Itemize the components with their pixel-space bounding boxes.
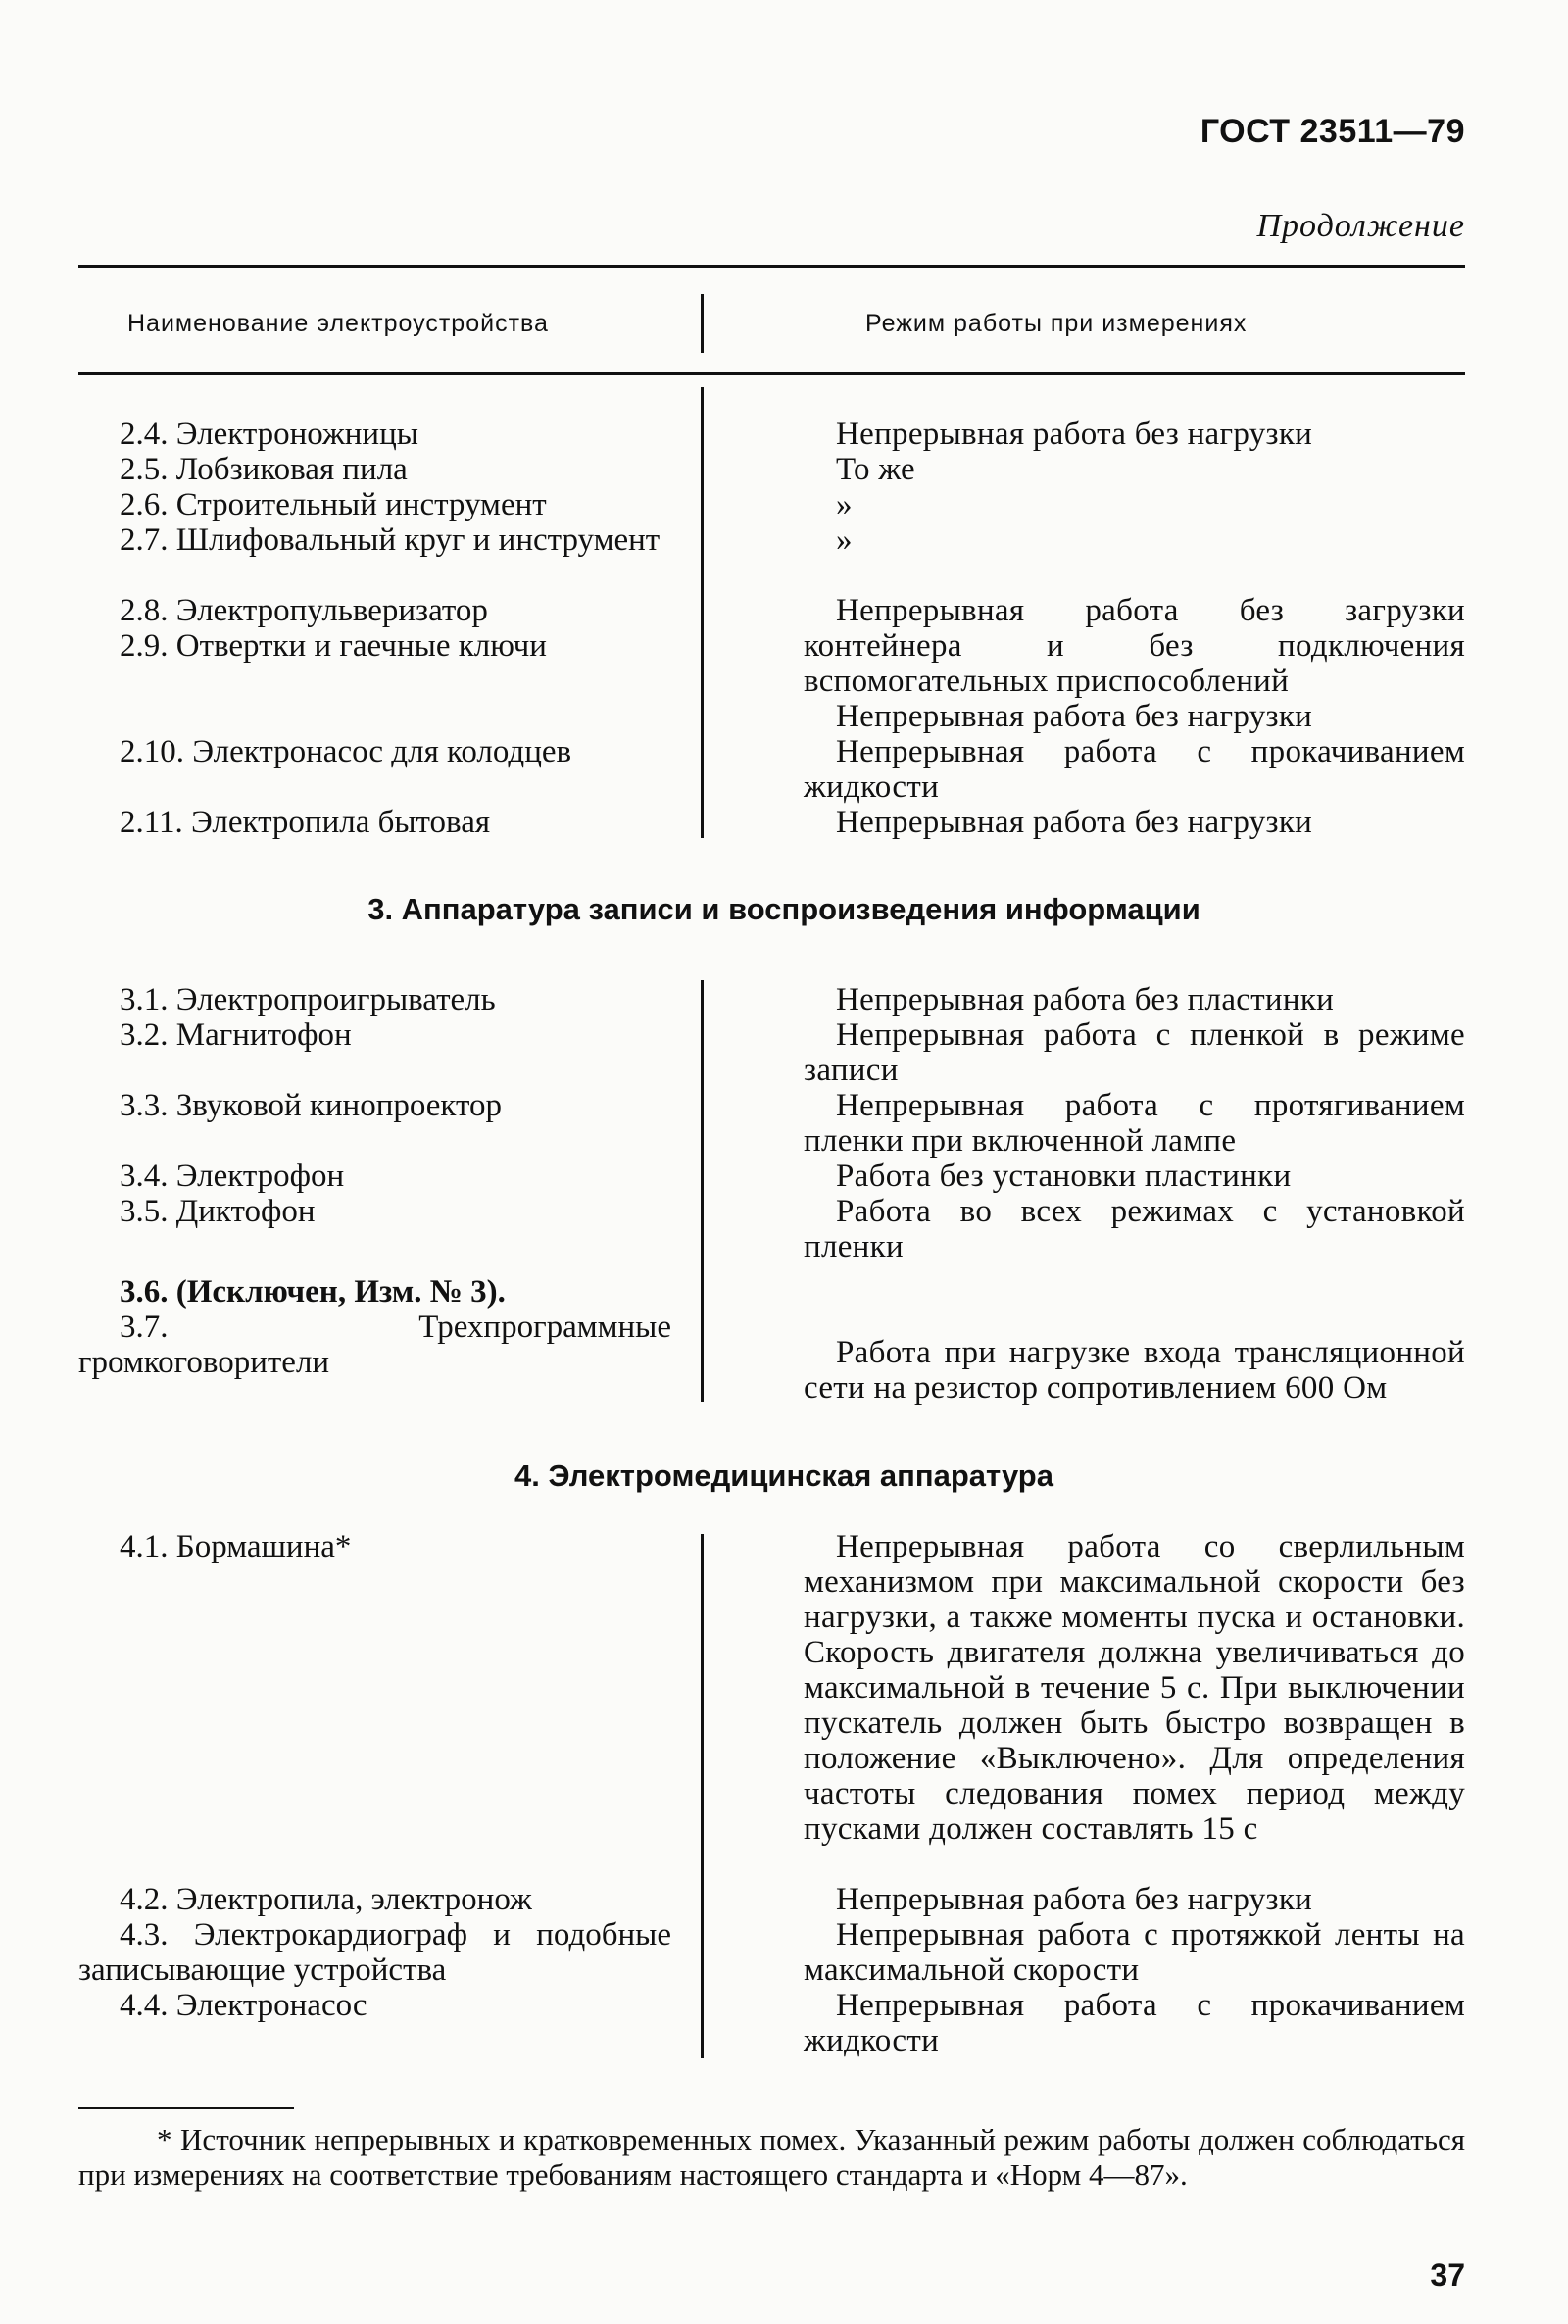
item-name: 4.4. Электронасос: [120, 1988, 368, 2023]
group2-table: [78, 417, 1465, 840]
footnote-text: * Источник непрерывных и кратковременных помех. Указанный режим работы должен соблюдаться при измерениях на соответствие требованиям настоящего стандарта и «Норм 4—87».: [78, 2122, 1465, 2192]
continuation-label: Продолжение: [1256, 208, 1465, 244]
table-row: [78, 1917, 1465, 1988]
page-number: 37: [1430, 2257, 1465, 2293]
table-row: [78, 734, 1465, 805]
item-mode: Непрерывная работа с протяжкой ленты на максимальной скорости: [804, 1917, 1465, 1988]
item-name: 3.3. Звуковой кинопроектор: [120, 1088, 503, 1123]
table-row: [78, 805, 1465, 840]
table-row: [78, 1529, 1465, 1882]
table-row: [78, 628, 1465, 734]
table-row: [78, 1159, 1465, 1194]
item-mode: Непрерывная работа с пленкой в режиме записи: [804, 1017, 1465, 1088]
section-4-title: 4. Электромедицинская аппаратура: [514, 1459, 1054, 1493]
item-name: 2.4. Электроножницы: [120, 417, 418, 452]
item-name: 2.5. Лобзиковая пила: [120, 452, 408, 487]
column-header-name: Наименование электроустройства: [127, 310, 549, 337]
item-name: 3.7. Трехпрограммные громкоговорители: [78, 1310, 671, 1380]
item-mode: »: [836, 522, 853, 558]
item-name: 4.3. Электрокардиограф и подобные записывающие устройства: [78, 1917, 671, 1988]
table-top-rule: [78, 265, 1465, 268]
item-mode: Работа во всех режимах с установкой пленки: [804, 1194, 1465, 1264]
item-mode: Работа без установки пластинки: [836, 1159, 1292, 1194]
table-row: [78, 452, 1465, 487]
item-name: 2.9. Отвертки и гаечные ключи: [120, 628, 547, 664]
table-row: [78, 1310, 1465, 1415]
table-row: [78, 1017, 1465, 1088]
item-mode: Непрерывная работа без нагрузки: [836, 805, 1313, 840]
item-name: 3.2. Магнитофон: [120, 1017, 352, 1053]
table-row: [78, 1194, 1465, 1264]
section-4-table: [78, 1529, 1465, 2058]
item-name: 4.2. Электропила, электронож: [120, 1882, 532, 1917]
standard-number: ГОСТ 23511—79: [1200, 113, 1465, 150]
item-name: 2.7. Шлифовальный круг и инструмент: [120, 522, 661, 558]
item-name: 2.8. Электропульверизатор: [120, 593, 488, 628]
item-name: 3.1. Электропроигрыватель: [120, 982, 496, 1017]
item-name: 2.10. Электронасос для колодцев: [120, 734, 572, 769]
table-row: [78, 1882, 1465, 1917]
item-name: 3.4. Электрофон: [120, 1159, 345, 1194]
table-row: [78, 1988, 1465, 2058]
column-divider: [701, 294, 704, 353]
item-mode: То же: [836, 452, 915, 487]
table-row: [78, 1274, 1465, 1310]
item-name: 4.1. Бормашина*: [120, 1529, 352, 1564]
footnote-rule: [78, 2107, 294, 2109]
column-header-mode: Режим работы при измерениях: [865, 310, 1248, 337]
table-row: [78, 417, 1465, 452]
item-mode: Непрерывная работа без нагрузки: [836, 699, 1313, 734]
table-header-rule: [78, 372, 1465, 375]
item-mode: Непрерывная работа без нагрузки: [836, 417, 1313, 452]
item-name: 3.6. (Исключен, Изм. № 3).: [120, 1274, 506, 1310]
table-row: [78, 1088, 1465, 1159]
item-mode: Непрерывная работа без загрузки контейнера и без подключения вспомогательных приспособлений: [804, 593, 1465, 699]
item-name: 3.5. Диктофон: [120, 1194, 316, 1229]
item-mode: Непрерывная работа без нагрузки: [836, 1882, 1313, 1917]
table-row: [78, 982, 1465, 1017]
item-mode: Работа при нагрузке входа трансляционной сети на резистор сопротивлением 600 Ом: [804, 1335, 1465, 1406]
item-mode: Непрерывная работа с протягиванием пленки при включенной лампе: [804, 1088, 1465, 1159]
section-3-table: [78, 982, 1465, 1415]
item-mode: Непрерывная работа со сверлильным механизмом при максимальной скорости без нагрузки, а также моменты пуска и остановки. Скорость двигателя должна увеличиваться до максимальной в течение 5 с. При выключении пускатель должен быть быстро возвращен в положение «Выключено». Для определения частоты следования помех период между пусками должен составлять 15 с: [804, 1529, 1465, 1847]
footnote: [78, 2122, 1465, 2193]
section-3-title: 3. Аппаратура записи и воспроизведения информации: [368, 892, 1200, 926]
table-row: [78, 487, 1465, 522]
item-mode: Непрерывная работа без пластинки: [836, 982, 1335, 1017]
item-mode: Непрерывная работа с прокачиванием жидкости: [804, 1988, 1465, 2058]
item-name: 2.11. Электропила бытовая: [120, 805, 491, 840]
item-mode: »: [836, 487, 853, 522]
item-mode: Непрерывная работа с прокачиванием жидкости: [804, 734, 1465, 805]
table-row: [78, 522, 1465, 593]
item-name: 2.6. Строительный инструмент: [120, 487, 547, 522]
